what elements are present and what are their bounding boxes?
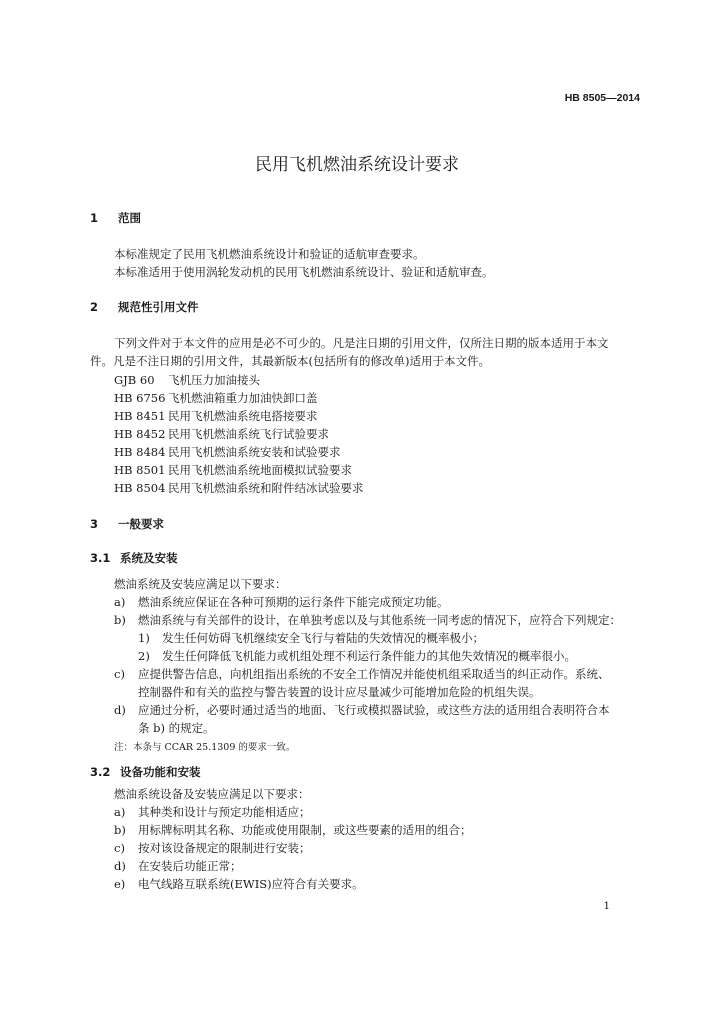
list-marker: b) <box>114 823 126 837</box>
list-item <box>138 630 484 646</box>
paragraph: 件。凡是不注日期的引用文件，其最新版本(包括所有的修改单)适用于本文件。 <box>90 354 490 368</box>
page-title: 民用飞机燃油系统设计要求 <box>255 155 459 175</box>
list-text-continued: 条 b) 的规定。 <box>138 721 215 735</box>
list-item <box>114 612 621 628</box>
list-text: 发生任何妨碍飞机继续安全飞行与着陆的失效情况的概率极小； <box>162 631 484 645</box>
section-title: 范围 <box>118 211 141 225</box>
list-text: 发生任何降低飞机能力或机组处理不利运行条件能力的其他失效情况的概率很小。 <box>162 649 576 663</box>
section-title: 一般要求 <box>118 517 164 531</box>
subsection-number: 3.2 <box>90 765 111 779</box>
list-marker: d) <box>114 703 126 717</box>
section-number: 1 <box>90 211 99 225</box>
subsection-title: 系统及安装 <box>120 551 178 565</box>
list-text: 应通过分析，必要时通过适当的地面、飞行或模拟器试验，或这些方法的适用组合表明符合本 <box>138 703 610 717</box>
subsection-3-2-heading <box>90 764 201 780</box>
reference-code: HB 8504 <box>114 481 166 495</box>
list-text: 应提供警告信息，向机组指出系统的不安全工作情况并能使机组采取适当的纠正动作。系统、 <box>138 667 610 681</box>
standard-number: HB 8505—2014 <box>564 92 640 104</box>
list-text: 电气线路互联系统(EWIS)应符合有关要求。 <box>138 877 364 891</box>
page-number: 1 <box>603 900 610 912</box>
paragraph: 燃油系统设备及安装应满足以下要求： <box>114 787 310 801</box>
list-item <box>114 858 242 874</box>
list-text: 在安装后功能正常； <box>138 859 242 873</box>
reference-title: 民用飞机燃油系统安装和试验要求 <box>168 445 341 459</box>
reference-title: 飞机燃油箱重力加油快卸口盖 <box>168 391 318 405</box>
list-text: 用标牌标明其名称、功能或使用限制，或这些要素的适用的组合； <box>138 823 472 837</box>
section-3-heading <box>90 516 164 532</box>
reference-item <box>114 390 318 406</box>
reference-item <box>114 480 364 496</box>
list-marker: c) <box>114 667 125 681</box>
list-item <box>114 822 472 838</box>
reference-item <box>114 444 341 460</box>
list-item <box>114 876 364 892</box>
list-marker: 2) <box>138 649 150 663</box>
paragraph: 本标准适用于使用涡轮发动机的民用飞机燃油系统设计、验证和适航审查。 <box>114 265 494 279</box>
list-marker: b) <box>114 613 126 627</box>
list-item <box>114 666 610 682</box>
list-marker: e) <box>114 877 126 891</box>
list-marker: a) <box>114 805 126 819</box>
reference-item <box>114 426 329 442</box>
reference-title: 民用飞机燃油系统飞行试验要求 <box>168 427 329 441</box>
reference-item <box>114 372 260 388</box>
list-text: 其种类和设计与预定功能相适应； <box>138 805 311 819</box>
list-item <box>114 840 311 856</box>
paragraph: 下列文件对于本文件的应用是必不可少的。凡是注日期的引用文件，仅所注日期的版本适用于本文 <box>114 336 609 350</box>
list-item <box>138 648 576 664</box>
note: 注：本条与 CCAR 25.1309 的要求一致。 <box>114 742 296 753</box>
list-marker: c) <box>114 841 125 855</box>
subsection-3-1-heading <box>90 550 178 566</box>
list-text: 按对该设备规定的限制进行安装； <box>138 841 311 855</box>
list-item <box>114 804 311 820</box>
reference-title: 民用飞机燃油系统和附件结冰试验要求 <box>168 481 364 495</box>
list-text: 燃油系统应保证在各种可预期的运行条件下能完成预定功能。 <box>138 595 449 609</box>
reference-title: 民用飞机燃油系统地面模拟试验要求 <box>168 463 352 477</box>
subsection-number: 3.1 <box>90 551 111 565</box>
reference-item <box>114 408 318 424</box>
section-title: 规范性引用文件 <box>118 300 199 314</box>
section-number: 3 <box>90 517 99 531</box>
subsection-title: 设备功能和安装 <box>120 765 201 779</box>
reference-code: HB 8484 <box>114 445 166 459</box>
paragraph: 燃油系统及安装应满足以下要求： <box>114 577 287 591</box>
reference-code: HB 8501 <box>114 463 166 477</box>
list-text-continued: 控制器件和有关的监控与警告装置的设计应尽量减少可能增加危险的机组失误。 <box>138 685 541 699</box>
reference-code: HB 8452 <box>114 427 166 441</box>
section-1-heading <box>90 210 141 226</box>
section-2-heading <box>90 299 199 315</box>
list-text: 燃油系统与有关部件的设计，在单独考虑以及与其他系统一同考虑的情况下，应符合下列规定： <box>138 613 621 627</box>
list-marker: a) <box>114 595 126 609</box>
list-item <box>114 702 610 718</box>
reference-title: 飞机压力加油接头 <box>168 373 260 387</box>
reference-code: HB 8451 <box>114 409 166 423</box>
reference-code: HB 6756 <box>114 391 166 405</box>
paragraph: 本标准规定了民用飞机燃油系统设计和验证的适航审查要求。 <box>114 247 425 261</box>
reference-code: GJB 60 <box>114 373 155 387</box>
reference-title: 民用飞机燃油系统电搭接要求 <box>168 409 318 423</box>
reference-item <box>114 462 352 478</box>
section-number: 2 <box>90 300 99 314</box>
list-marker: d) <box>114 859 126 873</box>
list-item <box>114 594 449 610</box>
list-marker: 1) <box>138 631 150 645</box>
